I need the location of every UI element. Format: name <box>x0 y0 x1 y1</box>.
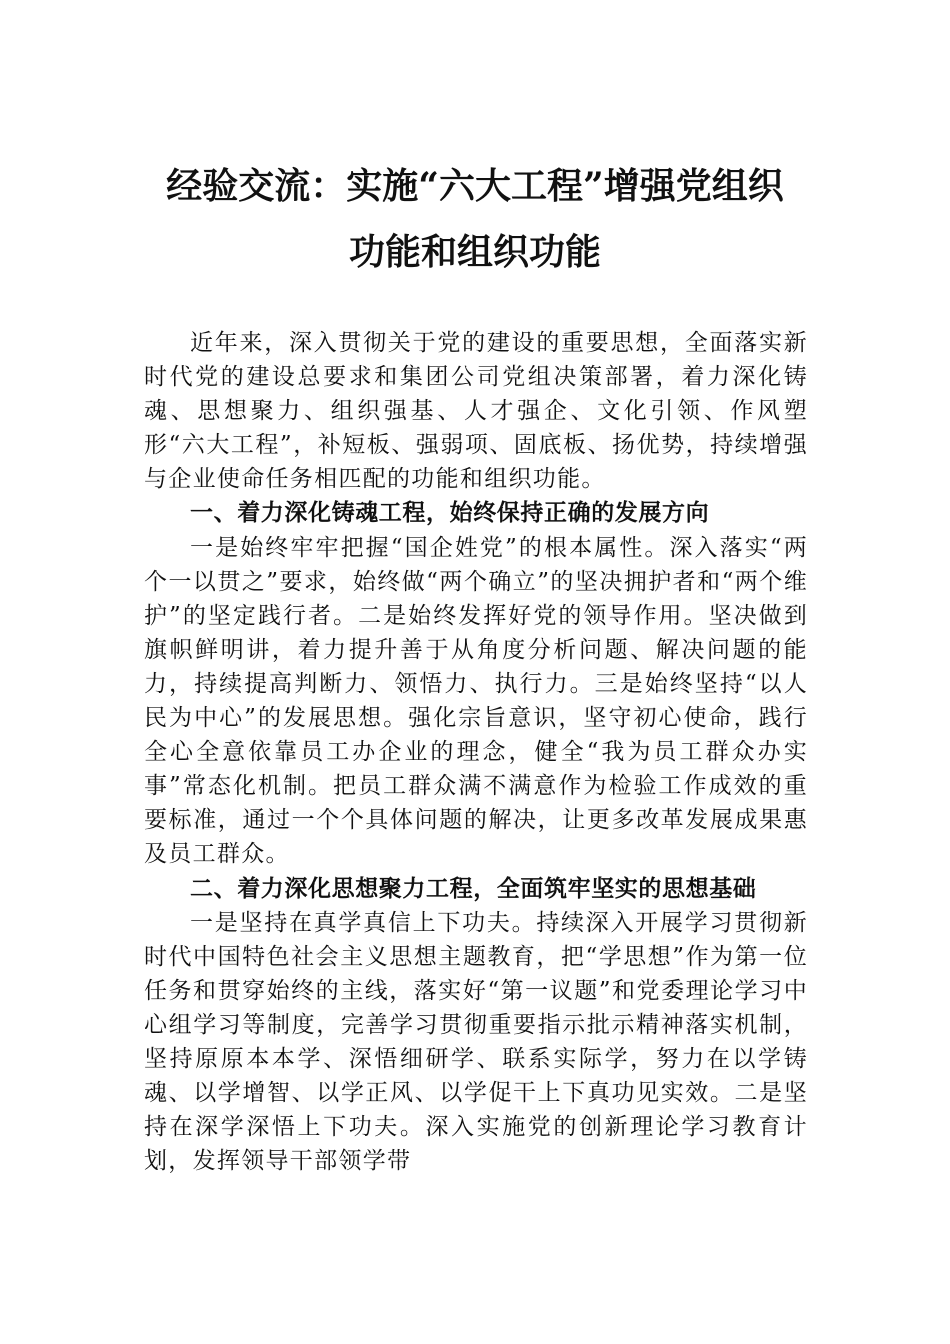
section-2-heading: 二、着力深化思想聚力工程，全面筑牢坚实的思想基础 <box>190 875 757 902</box>
section-1-heading: 一、着力深化铸魂工程，始终保持正确的发展方向 <box>190 500 710 527</box>
document-body <box>144 326 808 1178</box>
intro-paragraph: 近年来，深入贯彻关于党的建设的重要思想，全面落实新时代党的建设总要求和集团公司党组决策部署，着力深化铸魂、思想聚力、组织强基、人才强企、文化引领、作风塑形“六大工程”，补短板、强弱项、固底板、扬优势，持续增强与企业使命任务相匹配的功能和组织功能。 <box>144 330 808 493</box>
document-title-line-2: 功能和组织功能 <box>348 231 601 273</box>
section-1-paragraph: 一是始终牢牢把握“国企姓党”的根本属性。深入落实“两个一以贯之”要求，始终做“两个确立”的坚决拥护者和“两个维护”的坚定践行者。二是始终发挥好党的领导作用。坚决做到旗帜鲜明讲，着力提升善于从角度分析问题、解决问题的能力，持续提高判断力、领悟力、执行力。三是始终坚持“以人民为中心”的发展思想。强化宗旨意识，坚守初心使命，践行全心全意依靠员工办企业的理念，健全“我为员工群众办实事”常态化机制。把员工群众满不满意作为检验工作成效的重要标准，通过一个个具体问题的解决，让更多改革发展成果惠及员工群众。 <box>144 534 808 868</box>
section-2-paragraph: 一是坚持在真学真信上下功夫。持续深入开展学习贯彻新时代中国特色社会主义思想主题教育，把“学思想”作为第一位任务和贯穿始终的主线，落实好“第一议题”和党委理论学习中心组学习等制度，完善学习贯彻重要指示批示精神落实机制，坚持原原本本学、深悟细研学、联系实际学，努力在以学铸魂、以学增智、以学正风、以学促干上下真功见实效。二是坚持在深学深悟上下功夫。深入实施党的创新理论学习教育计划，发挥领导干部领学带 <box>144 909 808 1175</box>
document-title-line-1: 经验交流：实施“六大工程”增强党组织 <box>166 165 784 207</box>
